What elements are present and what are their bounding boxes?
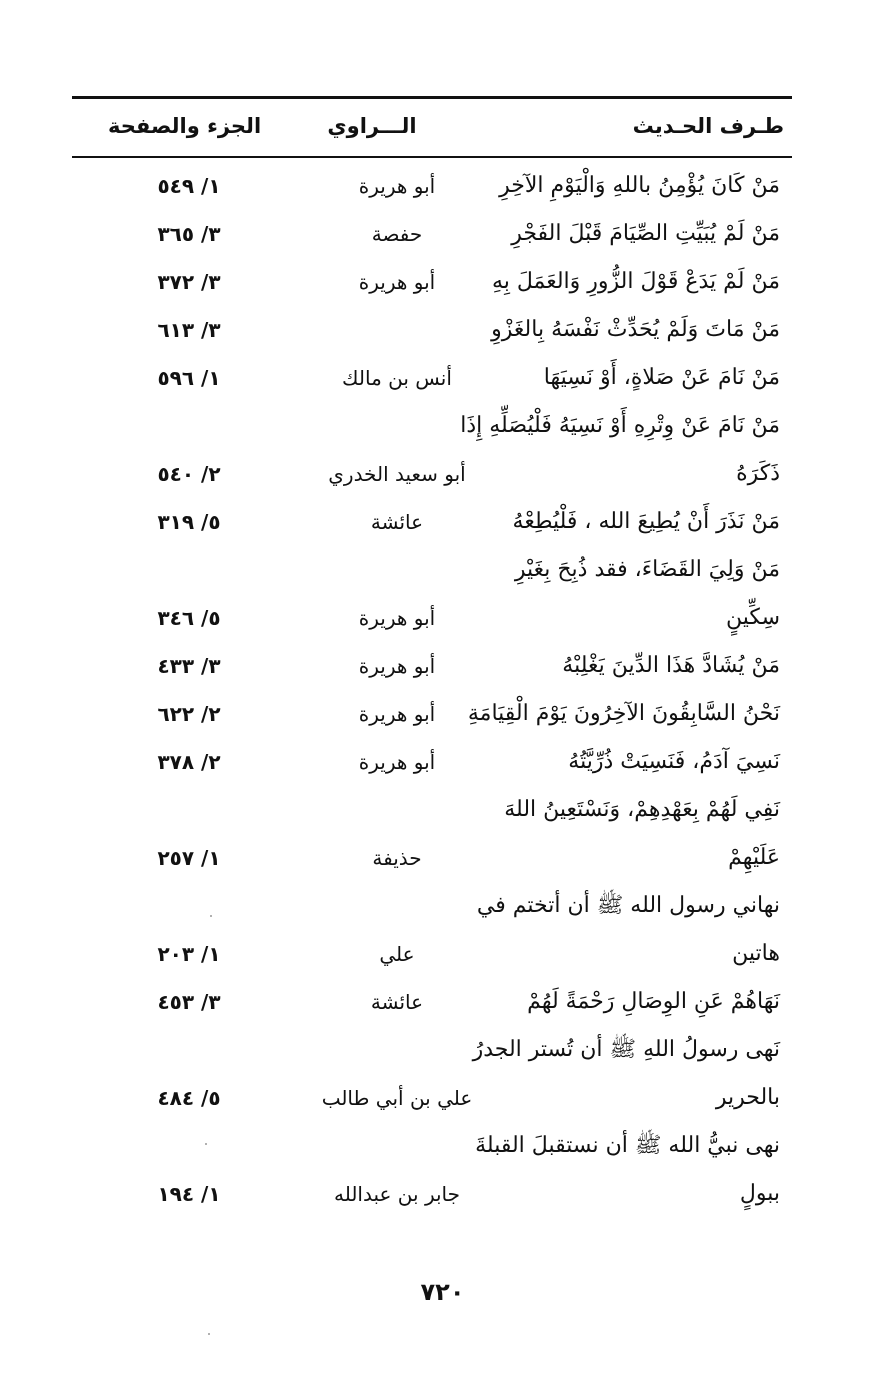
narrator: حفصة [371, 222, 423, 246]
hadith-line: هاتين [732, 941, 780, 966]
table-row [72, 498, 792, 546]
hadith-line: مَنْ وَلِيَ القَضَاءَ، فقد ذُبِحَ بِغَيْرِ [514, 557, 780, 582]
page-reference: ١/ ٢٥٧ [157, 846, 221, 870]
hadith-text [480, 738, 780, 786]
page-reference: ١/ ٥٩٦ [157, 366, 221, 390]
page-reference: ٢/ ٣٧٨ [157, 750, 221, 774]
narrator: عائشة [370, 510, 424, 534]
hadith-line: نهاني رسول الله ﷺ أن أتختم في [476, 893, 780, 918]
hadith-line: نَحْنُ السَّابِقُونَ الآخِرُونَ يَوْمَ الْقِيَامَةِ [467, 701, 780, 726]
hadith-line: نَسِيَ آدَمُ، فَنَسِيَتْ ذُرِّيَّتُهُ [568, 749, 780, 774]
hadith-text [476, 882, 780, 978]
narrator: حذيفة [372, 846, 422, 870]
hadith-line: نَهَاهُمْ عَنِ الوِصَالِ رَحْمَةً لَهُمْ [527, 989, 780, 1014]
table-header [72, 108, 792, 148]
narrator: أبو هريرة [358, 750, 436, 774]
header-narrator: الـــراوي [327, 114, 417, 138]
table-row [72, 210, 792, 258]
scan-speck [205, 1143, 207, 1145]
hadith-text [480, 306, 780, 354]
hadith-line: ببولٍ [739, 1181, 780, 1206]
page-reference: ٣/ ٣٦٥ [157, 222, 221, 246]
hadith-text [480, 162, 780, 210]
table-row [72, 354, 792, 402]
page-reference: ٢/ ٦٢٢ [157, 702, 221, 726]
narrator: عائشة [370, 990, 424, 1014]
hadith-line: ذَكَرَهُ [736, 461, 780, 486]
scan-speck [208, 1333, 210, 1335]
hadith-line: مَنْ مَاتَ وَلَمْ يُحَدِّثْ نَفْسَهُ بِالغَزْوِ [491, 317, 780, 342]
narrator: جابر بن عبدالله [333, 1182, 461, 1206]
hadith-text [480, 978, 780, 1026]
table-row [72, 882, 792, 978]
hadith-text [480, 354, 780, 402]
hadith-text [480, 786, 780, 882]
table-row [72, 690, 792, 738]
hadith-text [475, 1122, 780, 1218]
hadith-line: بالحرير [715, 1085, 780, 1110]
hadith-text [480, 642, 780, 690]
hadith-line: سِكِّينٍ [726, 605, 780, 630]
hadith-line: مَنْ لَمْ يَدَعْ قَوْلَ الزُّورِ وَالعَمَلَ بِهِ [491, 269, 780, 294]
narrator: أبو هريرة [358, 270, 436, 294]
table-row [72, 402, 792, 498]
hadith-line: عَلَيْهِمْ [728, 845, 780, 870]
hadith-text [480, 210, 780, 258]
hadith-text [480, 258, 780, 306]
page-reference: ٢/ ٥٤٠ [157, 462, 221, 486]
narrator: أبو هريرة [358, 654, 436, 678]
hadith-line: مَنْ لَمْ يُبَيِّتِ الصِّيَامَ قَبْلَ الفَجْرِ [511, 221, 780, 246]
header-page-ref: الجزء والصفحة [108, 114, 262, 138]
hadith-text [472, 1026, 780, 1122]
page-reference: ٥/ ٤٨٤ [157, 1086, 221, 1110]
page-reference: ١/ ١٩٤ [157, 1182, 221, 1206]
hadith-line: نَفِي لَهُمْ بِعَهْدِهِمْ، وَنَسْتَعِينُ اللهَ [504, 797, 780, 822]
narrator: أبو هريرة [358, 606, 436, 630]
table-row [72, 258, 792, 306]
hadith-line: نهى نبيُّ الله ﷺ أن نستقبلَ القبلةَ [475, 1133, 780, 1158]
hadith-text [460, 402, 780, 498]
narrator: أبو هريرة [358, 174, 436, 198]
table-row [72, 786, 792, 882]
narrator: أنس بن مالك [342, 366, 452, 390]
hadith-text [467, 690, 780, 738]
table-row [72, 1026, 792, 1122]
page-number: ٧٢٠ [420, 1278, 465, 1306]
page-reference: ١/ ٥٤٩ [157, 174, 221, 198]
header-rule [72, 156, 792, 158]
page-reference: ٣/ ٦١٣ [157, 318, 221, 342]
hadith-index-table [72, 162, 792, 1242]
page-reference: ٥/ ٣٤٦ [157, 606, 221, 630]
table-row [72, 162, 792, 210]
narrator: أبو هريرة [358, 702, 436, 726]
hadith-line: مَنْ نَامَ عَنْ وِتْرِهِ أَوْ نَسِيَهُ فَلْيُصَلِّهِ إِذَا [460, 413, 780, 438]
hadith-line: نَهى رسولُ اللهِ ﷺ أن تُستر الجدرُ [472, 1037, 780, 1062]
narrator: علي بن أبي طالب [321, 1086, 473, 1110]
hadith-line: مَنْ نَذَرَ أَنْ يُطِيعَ الله ، فَلْيُطِعْهُ [512, 509, 780, 534]
hadith-line: مَنْ يُشَادَّ هَذَا الدِّينَ يَغْلِبْهُ [562, 653, 780, 678]
page-reference: ٥/ ٣١٩ [157, 510, 221, 534]
narrator: أبو سعيد الخدري [328, 462, 466, 486]
page-reference: ١/ ٢٠٣ [157, 942, 221, 966]
page-reference: ٣/ ٤٥٣ [157, 990, 221, 1014]
table-row [72, 1122, 792, 1218]
top-rule [72, 96, 792, 99]
page-reference: ٣/ ٣٧٢ [157, 270, 221, 294]
hadith-text [480, 546, 780, 642]
hadith-line: مَنْ نَامَ عَنْ صَلاةٍ، أَوْ نَسِيَهَا [543, 365, 780, 390]
hadith-text [480, 498, 780, 546]
scan-speck [210, 915, 212, 917]
narrator: علي [379, 942, 415, 966]
page-reference: ٣/ ٤٣٣ [157, 654, 221, 678]
table-row [72, 546, 792, 642]
header-hadith: طـرف الحـديث [632, 114, 784, 138]
table-row [72, 306, 792, 354]
hadith-line: مَنْ كَانَ يُؤْمِنُ باللهِ وَالْيَوْمِ الآخِرِ [499, 173, 780, 198]
table-row [72, 738, 792, 786]
table-row [72, 978, 792, 1026]
narrator [312, 306, 482, 354]
table-row [72, 642, 792, 690]
